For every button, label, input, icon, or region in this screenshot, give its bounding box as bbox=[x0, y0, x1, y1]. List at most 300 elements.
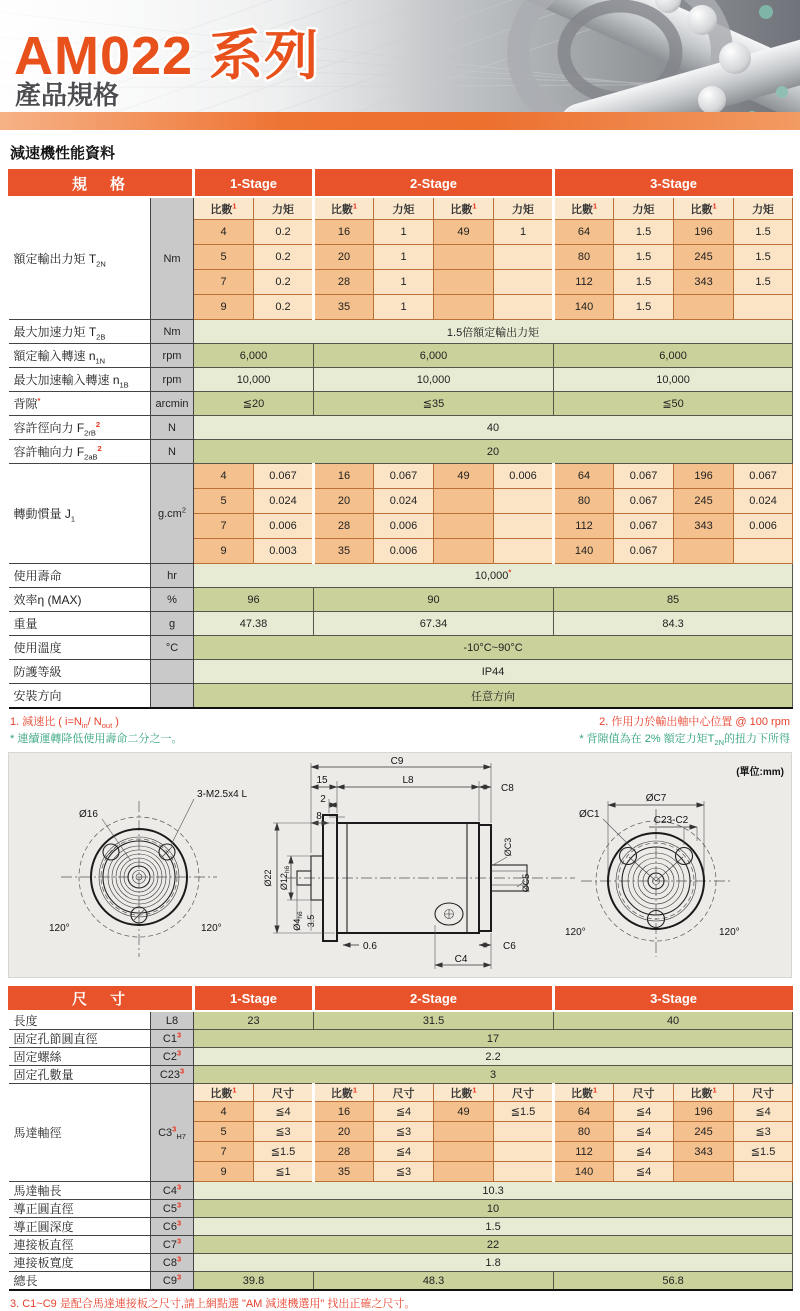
unit-cell: g bbox=[151, 612, 194, 636]
cell: 0.024 bbox=[374, 489, 434, 514]
value-cell: 10,000 bbox=[194, 368, 314, 392]
cell bbox=[494, 489, 554, 514]
cell bbox=[674, 295, 734, 320]
cell: ≦3 bbox=[734, 1122, 793, 1142]
value-cell: 10,000 bbox=[554, 368, 793, 392]
value-cell: 6,000 bbox=[314, 344, 554, 368]
ratio-col-header: 比數$^1$ bbox=[434, 1084, 494, 1102]
cell: 245 bbox=[674, 489, 734, 514]
cell: 343 bbox=[674, 270, 734, 295]
table-row bbox=[9, 564, 793, 588]
cell: 0.2 bbox=[254, 220, 314, 245]
performance-section-title: 減速機性能資料 bbox=[10, 145, 116, 162]
unit-cell: rpm bbox=[151, 368, 194, 392]
cell bbox=[734, 295, 793, 320]
cell: 28 bbox=[314, 1142, 374, 1162]
row-label: 固定螺絲 bbox=[9, 1048, 151, 1066]
value-cell: 84.3 bbox=[554, 612, 793, 636]
torque-col-header: 力矩 bbox=[614, 197, 674, 220]
cell bbox=[434, 1162, 494, 1182]
code-cell: $C2^3$ bbox=[151, 1048, 194, 1066]
table-row bbox=[9, 392, 793, 416]
cell bbox=[434, 245, 494, 270]
value-cell: 47.38 bbox=[194, 612, 314, 636]
cell: 16 bbox=[314, 464, 374, 489]
dim-c4-label: C4 bbox=[454, 954, 468, 965]
cell bbox=[434, 1142, 494, 1162]
cell: 5 bbox=[194, 489, 254, 514]
dim-d12-label: $Ø12_{h6}$ bbox=[279, 865, 291, 891]
unit-cell: N bbox=[151, 440, 194, 464]
code-cell: $C23^3$ bbox=[151, 1066, 194, 1084]
dim-c9-label: C9 bbox=[390, 756, 404, 767]
angle-label: 120° bbox=[565, 927, 586, 938]
unit-cell bbox=[151, 684, 194, 709]
row-label: 連接板直徑 bbox=[9, 1236, 151, 1254]
dim-8-label: 8 bbox=[316, 811, 322, 822]
cell: 343 bbox=[674, 1142, 734, 1162]
ratio-col-header: 比數$^1$ bbox=[194, 197, 254, 220]
angle-label: 120° bbox=[201, 923, 222, 934]
cell: 196 bbox=[674, 464, 734, 489]
cell: 1.5 bbox=[614, 245, 674, 270]
code-cell: $C9^3$ bbox=[151, 1272, 194, 1291]
cell: 245 bbox=[674, 1122, 734, 1142]
footnotes-right bbox=[579, 714, 790, 748]
value-cell: 6,000 bbox=[194, 344, 314, 368]
footnote-3: 3. C1~C9 是配合馬達連接板之尺寸,請上網點選 "AM 減速機選用" 找出正確之尺寸。 bbox=[10, 1298, 416, 1310]
cell: 9 bbox=[194, 539, 254, 564]
cell: 343 bbox=[674, 514, 734, 539]
cell: 9 bbox=[194, 295, 254, 320]
cell: ≦1.5 bbox=[494, 1102, 554, 1122]
cell: 7 bbox=[194, 514, 254, 539]
value-cell: 22 bbox=[194, 1236, 793, 1254]
table-row bbox=[9, 416, 793, 440]
cell: 1.5 bbox=[614, 220, 674, 245]
table-row bbox=[9, 1066, 793, 1084]
cell: 140 bbox=[554, 295, 614, 320]
row-label: 導正圓直徑 bbox=[9, 1200, 151, 1218]
cell: 4 bbox=[194, 1102, 254, 1122]
value-cell: -10°C~90°C bbox=[194, 636, 793, 660]
table-row bbox=[9, 684, 793, 709]
code-cell: $C5^3$ bbox=[151, 1200, 194, 1218]
cell bbox=[494, 245, 554, 270]
size-col-header: 尺寸 bbox=[254, 1084, 314, 1102]
cell: ≦4 bbox=[614, 1122, 674, 1142]
cell: 1 bbox=[374, 270, 434, 295]
subheader-row bbox=[9, 197, 793, 220]
set-screw bbox=[435, 903, 463, 925]
cell: ≦3 bbox=[374, 1162, 434, 1182]
value-cell: ≦20 bbox=[194, 392, 314, 416]
cell bbox=[434, 295, 494, 320]
table-row bbox=[9, 1011, 793, 1030]
value-cell: 3 bbox=[194, 1066, 793, 1084]
row-label: 防護等級 bbox=[9, 660, 151, 684]
dim-d4-label: $Ø4_{h6}$ bbox=[292, 911, 304, 931]
code-cell: $C4^3$ bbox=[151, 1182, 194, 1200]
unit-cell: hr bbox=[151, 564, 194, 588]
value-cell: 31.5 bbox=[314, 1011, 554, 1030]
ratio-col-header: 比數$^1$ bbox=[434, 197, 494, 220]
unit-cell: °C bbox=[151, 636, 194, 660]
stage3-header: 3-Stage bbox=[554, 170, 793, 198]
cell: 4 bbox=[194, 220, 254, 245]
cell bbox=[494, 1142, 554, 1162]
code-cell: $C6^3$ bbox=[151, 1218, 194, 1236]
row-label: 額定輸出力矩 $T_{2N}$ bbox=[9, 197, 151, 320]
value-cell: 48.3 bbox=[314, 1272, 554, 1291]
cell: 112 bbox=[554, 270, 614, 295]
row-label: 導正圓深度 bbox=[9, 1218, 151, 1236]
ratio-col-header: 比數$^1$ bbox=[674, 1084, 734, 1102]
cell bbox=[434, 514, 494, 539]
value-cell: 56.8 bbox=[554, 1272, 793, 1291]
dim-c7-label: ØC7 bbox=[645, 793, 667, 804]
unit-cell: N bbox=[151, 416, 194, 440]
table-row bbox=[9, 636, 793, 660]
unit-cell: % bbox=[151, 588, 194, 612]
unit-cell: Nm bbox=[151, 197, 194, 320]
ratio-col-header: 比數$^1$ bbox=[554, 197, 614, 220]
size-col-header: 尺寸 bbox=[614, 1084, 674, 1102]
table-row bbox=[9, 612, 793, 636]
cell: 80 bbox=[554, 245, 614, 270]
row-label: 背隙* bbox=[9, 392, 151, 416]
value-cell: 任意方向 bbox=[194, 684, 793, 709]
cell bbox=[494, 1162, 554, 1182]
value-cell: 96 bbox=[194, 588, 314, 612]
value-cell: 67.34 bbox=[314, 612, 554, 636]
cell: 245 bbox=[674, 245, 734, 270]
cell: ≦4 bbox=[254, 1102, 314, 1122]
cell bbox=[674, 1162, 734, 1182]
value-cell: 10,000* bbox=[194, 564, 793, 588]
footnote-1: 1. 減速比 ( $i=N_{in}/$ $N_{out}$ ) bbox=[10, 716, 119, 731]
header-banner-art bbox=[0, 0, 800, 112]
dim-c23-c2-label: C23-C2 bbox=[653, 815, 689, 826]
torque-col-header: 力矩 bbox=[734, 197, 793, 220]
cell: 9 bbox=[194, 1162, 254, 1182]
page-header bbox=[0, 0, 800, 130]
cell: 35 bbox=[314, 539, 374, 564]
code-cell: L8 bbox=[151, 1011, 194, 1030]
dim-3_5-label: 3.5 bbox=[306, 914, 316, 928]
table-row bbox=[9, 368, 793, 392]
dim-c8-label: C8 bbox=[501, 783, 514, 794]
stage1-header: 1-Stage bbox=[194, 987, 314, 1012]
cell bbox=[434, 1122, 494, 1142]
cell: 64 bbox=[554, 220, 614, 245]
cell: ≦4 bbox=[374, 1102, 434, 1122]
table-row bbox=[9, 440, 793, 464]
dim-d16-label: Ø16 bbox=[79, 809, 98, 820]
row-label: 重量 bbox=[9, 612, 151, 636]
row-label: 最大加速輸入轉速 $n_{1B}$ bbox=[9, 368, 151, 392]
side-view bbox=[263, 756, 575, 969]
cell: 0.024 bbox=[254, 489, 314, 514]
ratio-col-header: 比數$^1$ bbox=[314, 1084, 374, 1102]
row-label: 最大加速力矩 $T_{2B}$ bbox=[9, 320, 151, 344]
cell: 4 bbox=[194, 464, 254, 489]
cell bbox=[494, 539, 554, 564]
cell: ≦1.5 bbox=[254, 1142, 314, 1162]
dim-d22-label: Ø22 bbox=[263, 869, 273, 887]
value-cell: 1.5 bbox=[194, 1218, 793, 1236]
value-cell: 6,000 bbox=[554, 344, 793, 368]
value-cell: 90 bbox=[314, 588, 554, 612]
value-cell: 17 bbox=[194, 1030, 793, 1048]
cell bbox=[674, 539, 734, 564]
dim-2-label: 2 bbox=[320, 794, 326, 805]
row-label: 容許徑向力 $F_{2rB}^2$ bbox=[9, 416, 151, 440]
table-row bbox=[9, 1218, 793, 1236]
ratio-col-header: 比數$^1$ bbox=[314, 197, 374, 220]
angle-label: 120° bbox=[49, 923, 70, 934]
ratio-col-header: 比數$^1$ bbox=[194, 1084, 254, 1102]
cell bbox=[434, 489, 494, 514]
cell: 5 bbox=[194, 1122, 254, 1142]
table-row bbox=[9, 1254, 793, 1272]
row-label: 額定輸入轉速 $n_{1N}$ bbox=[9, 344, 151, 368]
value-cell: 40 bbox=[554, 1011, 793, 1030]
cell: ≦3 bbox=[254, 1122, 314, 1142]
value-cell: 1.8 bbox=[194, 1254, 793, 1272]
row-label: 容許軸向力 $F_{2aB}^2$ bbox=[9, 440, 151, 464]
dims-header: 尺 寸 bbox=[9, 987, 194, 1012]
row-label: 長度 bbox=[9, 1011, 151, 1030]
cell: 64 bbox=[554, 1102, 614, 1122]
stage3-header: 3-Stage bbox=[554, 987, 793, 1012]
table-header-row bbox=[9, 170, 793, 198]
unit-cell: rpm bbox=[151, 344, 194, 368]
code-cell: $C1^3$ bbox=[151, 1030, 194, 1048]
cell bbox=[494, 270, 554, 295]
dim-c3-label: ØC3 bbox=[503, 837, 513, 857]
cell: 140 bbox=[554, 539, 614, 564]
orange-divider-bar bbox=[0, 112, 800, 130]
cell: 0.006 bbox=[374, 539, 434, 564]
cell: 0.2 bbox=[254, 245, 314, 270]
cell: 140 bbox=[554, 1162, 614, 1182]
torque-col-header: 力矩 bbox=[374, 197, 434, 220]
cell bbox=[434, 270, 494, 295]
cell: 35 bbox=[314, 295, 374, 320]
row-label: 馬達軸長 bbox=[9, 1182, 151, 1200]
row-label: 總長 bbox=[9, 1272, 151, 1291]
cell: 5 bbox=[194, 245, 254, 270]
cell: 16 bbox=[314, 220, 374, 245]
value-cell: 10,000 bbox=[314, 368, 554, 392]
row-label: 固定孔數量 bbox=[9, 1066, 151, 1084]
size-col-header: 尺寸 bbox=[494, 1084, 554, 1102]
row-label: 轉動慣量 $J_1$ bbox=[9, 464, 151, 564]
cell: 49 bbox=[434, 464, 494, 489]
cell: 1.5 bbox=[614, 270, 674, 295]
value-cell: 85 bbox=[554, 588, 793, 612]
angle-label: 120° bbox=[719, 927, 740, 938]
cell: 196 bbox=[674, 220, 734, 245]
cell: 1.5 bbox=[614, 295, 674, 320]
cell: ≦1 bbox=[254, 1162, 314, 1182]
cell: 28 bbox=[314, 514, 374, 539]
cell bbox=[494, 1122, 554, 1142]
table-header-row bbox=[9, 987, 793, 1012]
unit-cell: $g.cm^2$ bbox=[151, 464, 194, 564]
cell: ≦4 bbox=[374, 1142, 434, 1162]
value-cell: 23 bbox=[194, 1011, 314, 1030]
cell bbox=[494, 514, 554, 539]
table-row bbox=[9, 588, 793, 612]
row-label: 馬達軸徑 bbox=[9, 1084, 151, 1182]
cell bbox=[734, 1162, 793, 1182]
table-row bbox=[9, 660, 793, 684]
cell: 196 bbox=[674, 1102, 734, 1122]
value-cell: 1.5倍額定輸出力矩 bbox=[194, 320, 793, 344]
cell: 0.067 bbox=[614, 514, 674, 539]
footnotes bbox=[10, 714, 790, 748]
dim-c5-label: ØC5 bbox=[521, 873, 531, 893]
cell: ≦4 bbox=[734, 1102, 793, 1122]
cell: 0.024 bbox=[734, 489, 793, 514]
cell: 0.067 bbox=[614, 489, 674, 514]
ratio-col-header: 比數$^1$ bbox=[554, 1084, 614, 1102]
cell: 0.067 bbox=[374, 464, 434, 489]
performance-table bbox=[8, 169, 793, 709]
row-label: 效率η (MAX) bbox=[9, 588, 151, 612]
value-cell: 40 bbox=[194, 416, 793, 440]
cell: 0.006 bbox=[374, 514, 434, 539]
size-col-header: 尺寸 bbox=[374, 1084, 434, 1102]
cell: 1 bbox=[374, 295, 434, 320]
dimension-table bbox=[8, 986, 793, 1291]
cell: 16 bbox=[314, 1102, 374, 1122]
table-row bbox=[9, 1030, 793, 1048]
unit-cell: Nm bbox=[151, 320, 194, 344]
table-row bbox=[9, 344, 793, 368]
cell: 1 bbox=[374, 220, 434, 245]
stage1-header: 1-Stage bbox=[194, 170, 314, 198]
front-view-motor bbox=[565, 793, 740, 957]
cell: 7 bbox=[194, 270, 254, 295]
dim-15-label: 15 bbox=[316, 775, 328, 786]
cell: ≦1.5 bbox=[734, 1142, 793, 1162]
value-cell: 39.8 bbox=[194, 1272, 314, 1291]
cell: ≦4 bbox=[614, 1142, 674, 1162]
series-title: AM022 系列 bbox=[14, 26, 320, 86]
ratio-col-header: 比數$^1$ bbox=[674, 197, 734, 220]
cell: ≦4 bbox=[614, 1102, 674, 1122]
subheader-row bbox=[9, 1084, 793, 1102]
table-row bbox=[9, 1182, 793, 1200]
table-row bbox=[9, 464, 793, 489]
cell: 1.5 bbox=[734, 245, 793, 270]
cell: 1.5 bbox=[734, 220, 793, 245]
cell: 80 bbox=[554, 1122, 614, 1142]
footnote-star-left: * 連續運轉降低使用壽命二分之一。 bbox=[10, 733, 183, 745]
row-label: 連接板寬度 bbox=[9, 1254, 151, 1272]
value-cell: 10.3 bbox=[194, 1182, 793, 1200]
cell: 0.067 bbox=[614, 539, 674, 564]
torque-col-header: 力矩 bbox=[494, 197, 554, 220]
size-col-header: 尺寸 bbox=[734, 1084, 793, 1102]
cell: 20 bbox=[314, 1122, 374, 1142]
dim-l8-label: L8 bbox=[402, 775, 414, 786]
cell: 1 bbox=[494, 220, 554, 245]
dim-0_6-label: 0.6 bbox=[363, 941, 377, 952]
cell: 20 bbox=[314, 245, 374, 270]
table-row bbox=[9, 320, 793, 344]
cell bbox=[494, 295, 554, 320]
unit-cell bbox=[151, 660, 194, 684]
value-cell: ≦35 bbox=[314, 392, 554, 416]
cell: 1 bbox=[374, 245, 434, 270]
value-cell: 2.2 bbox=[194, 1048, 793, 1066]
table-row bbox=[9, 1236, 793, 1254]
unit-cell: arcmin bbox=[151, 392, 194, 416]
code-cell: $C8^3$ bbox=[151, 1254, 194, 1272]
cell: ≦4 bbox=[614, 1162, 674, 1182]
cell: 0.067 bbox=[254, 464, 314, 489]
footnote-2: 2. 作用力於輸出軸中心位置 @ 100 rpm bbox=[599, 716, 790, 728]
value-cell: IP44 bbox=[194, 660, 793, 684]
front-view-output bbox=[49, 789, 247, 957]
value-cell: ≦50 bbox=[554, 392, 793, 416]
spec-header: 規 格 bbox=[9, 170, 194, 198]
code-cell: $C3^3_{H7}$ bbox=[151, 1084, 194, 1182]
technical-drawing-panel bbox=[8, 752, 792, 978]
cell: 0.006 bbox=[494, 464, 554, 489]
row-label: 使用壽命 bbox=[9, 564, 151, 588]
stage2-header: 2-Stage bbox=[314, 170, 554, 198]
cell: 80 bbox=[554, 489, 614, 514]
cell: 20 bbox=[314, 489, 374, 514]
table-row bbox=[9, 1048, 793, 1066]
footnote-star-right: * 背隙值為在 2% 額定力矩$T_{2N}$的扭力下所得 bbox=[579, 733, 790, 748]
row-label: 使用溫度 bbox=[9, 636, 151, 660]
unit-note: (單位:mm) bbox=[736, 767, 784, 778]
cell: 0.006 bbox=[254, 514, 314, 539]
cell: 0.006 bbox=[734, 514, 793, 539]
value-cell: 10 bbox=[194, 1200, 793, 1218]
cell: 0.067 bbox=[614, 464, 674, 489]
cell: 0.003 bbox=[254, 539, 314, 564]
cell: 35 bbox=[314, 1162, 374, 1182]
cell: 0.2 bbox=[254, 270, 314, 295]
cell bbox=[734, 539, 793, 564]
cell: 1.5 bbox=[734, 270, 793, 295]
cell bbox=[434, 539, 494, 564]
value-cell: 20 bbox=[194, 440, 793, 464]
code-cell: $C7^3$ bbox=[151, 1236, 194, 1254]
cell: 7 bbox=[194, 1142, 254, 1162]
dim-c6-label: C6 bbox=[503, 941, 516, 952]
stage2-header: 2-Stage bbox=[314, 987, 554, 1012]
cell: 49 bbox=[434, 1102, 494, 1122]
torque-col-header: 力矩 bbox=[254, 197, 314, 220]
cell: 112 bbox=[554, 1142, 614, 1162]
row-label: 固定孔節圓直徑 bbox=[9, 1030, 151, 1048]
cell: ≦3 bbox=[374, 1122, 434, 1142]
table-row bbox=[9, 1200, 793, 1218]
table-row bbox=[9, 1272, 793, 1291]
cell: 0.067 bbox=[734, 464, 793, 489]
dim-c1-label: ØC1 bbox=[579, 809, 600, 820]
cell: 112 bbox=[554, 514, 614, 539]
cell: 0.2 bbox=[254, 295, 314, 320]
